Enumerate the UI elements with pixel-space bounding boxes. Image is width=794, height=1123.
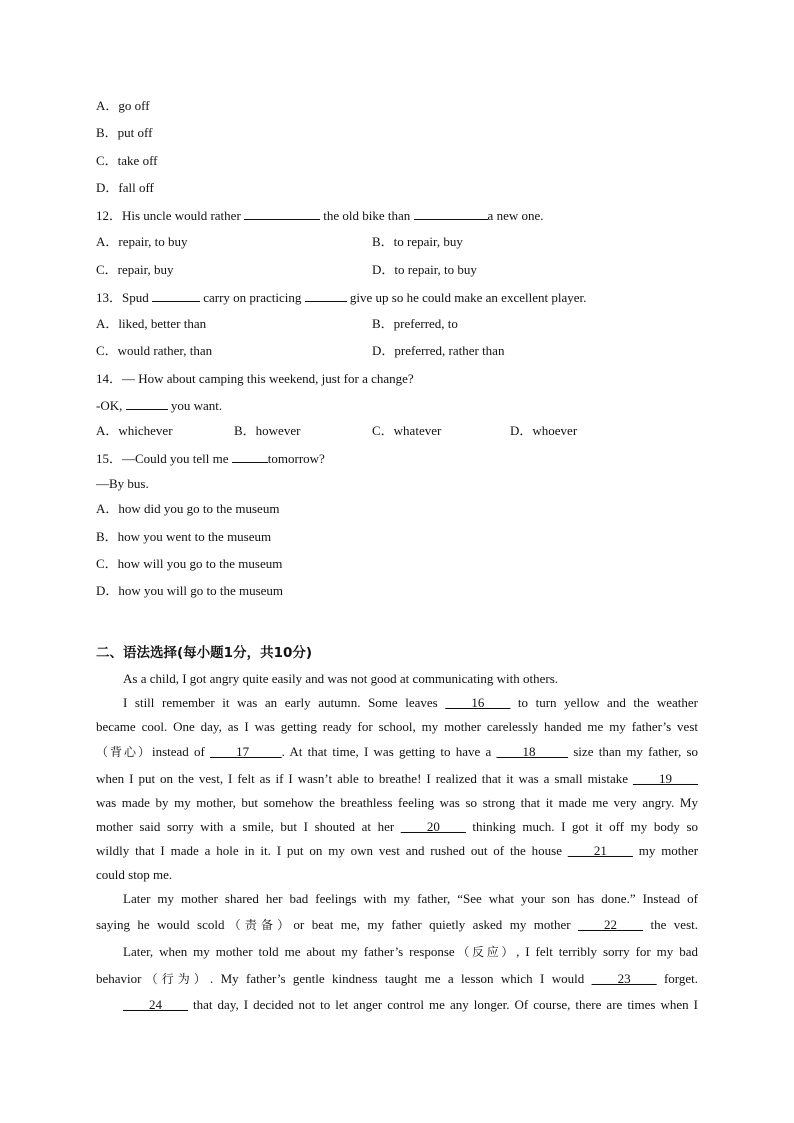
passage-line: became cool. One day, as I was getting ready for school, my mother carelessly handed me my father’s vest [96, 719, 698, 734]
q13-end: give up so he could make an excellent player. [349, 290, 587, 305]
q15-stem-start: 15．—Could you tell me [96, 451, 229, 466]
passage-line [96, 971, 698, 987]
blank-20: ____20____ [400, 819, 466, 834]
passage-text: or beat me, my father quietly asked my mother [293, 917, 571, 932]
q13-stem [96, 289, 586, 306]
passage-text: when I put on the vest, I felt as if I wasn’t able to breathe! I realized that it was a small mistake [96, 771, 629, 786]
q15-option-a: A．how did you go to the museum [96, 501, 280, 516]
passage-line [96, 695, 698, 711]
answer-blank [414, 207, 488, 220]
answer-blank [305, 289, 347, 302]
q11-option-a: A．go off [96, 98, 150, 113]
passage-line [96, 744, 698, 760]
passage-text: . My father’s gentle kindness taught me a lesson which I would [210, 971, 585, 986]
passage-text: （责备） [224, 918, 294, 932]
q12-stem [96, 207, 544, 224]
q14-reply-start: -OK, [96, 398, 123, 413]
q15-option-c: C．how will you go to the museum [96, 556, 283, 571]
passage-text: wildly that I made a hole in it. I put on my own vest and rushed out of the house [96, 843, 563, 858]
q12-option-c: C．repair, buy [96, 262, 174, 277]
q14-option-b: B．however [234, 423, 301, 438]
passage-text: that day, I decided not to let anger control me any longer. Of course, there are times when I [193, 997, 699, 1012]
passage-text: mother said sorry with a smile, but I shouted at her [96, 819, 395, 834]
passage-text: forget. [663, 971, 698, 986]
q15-option-b: B．how you went to the museum [96, 529, 272, 544]
answer-blank [232, 450, 268, 463]
blank-16: ____16____ [445, 695, 511, 710]
passage-text: my mother [638, 843, 699, 858]
q15-stem-end: tomorrow? [267, 451, 325, 466]
passage-text: saying he would scold [96, 917, 225, 932]
passage-text: behavior [96, 971, 142, 986]
q11-option-c: C．take off [96, 153, 158, 168]
passage-text: Later, when my mother told me about my father’s response [123, 944, 455, 959]
blank-22: ____22____ [578, 917, 644, 932]
q12-option-b: B．to repair, buy [372, 234, 463, 249]
passage-text: , I felt terribly sorry for my bad [516, 944, 698, 959]
q13-mid: carry on practicing [203, 290, 302, 305]
passage-line: As a child, I got angry quite easily and was not good at communicating with others. [123, 671, 559, 686]
passage-line [96, 819, 698, 835]
q11-option-b: B．put off [96, 125, 153, 140]
blank-24: ____24____ [123, 997, 188, 1012]
passage-text: （行为） [141, 972, 211, 986]
passage-line: was made by my mother, but somehow the breathless feeling was so strong that it made me very angry. My [96, 795, 698, 810]
q13-option-a: A．liked, better than [96, 316, 207, 331]
q14-reply [96, 397, 222, 414]
passage-text: （背心） [96, 745, 152, 759]
blank-21: ____21____ [567, 843, 633, 858]
passage-line [96, 997, 698, 1013]
passage-text: size than my father, so [573, 744, 699, 759]
passage-line: Later my mother shared her bad feelings with my father, “See what your son has done.” Instead of [123, 891, 698, 906]
q15-reply: —By bus. [96, 476, 149, 491]
q14-reply-end: you want. [170, 398, 223, 413]
q14-option-c: C．whatever [372, 423, 442, 438]
blank-17: ____17_____ [210, 744, 282, 759]
passage-text: I still remember it was an early autumn. Some leaves [123, 695, 438, 710]
q13-option-b: B．preferred, to [372, 316, 458, 331]
passage-text: instead of [151, 744, 205, 759]
q14-stem: 14．— How about camping this weekend, just for a change? [96, 371, 414, 386]
section-title: 二、语法选择(每小题1分，共10分) [96, 645, 313, 661]
blank-19: ____19____ [633, 771, 698, 786]
blank-18: ____18_____ [496, 744, 568, 759]
passage-text: thinking much. I got it off my body so [472, 819, 698, 834]
q12-start: 12．His uncle would rather [96, 208, 241, 223]
q13-option-c: C．would rather, than [96, 343, 213, 358]
passage-line [96, 771, 698, 787]
q15-stem [96, 450, 325, 467]
q13-option-d: D．preferred, rather than [372, 343, 505, 358]
passage-text: to turn yellow and the weather [517, 695, 698, 710]
answer-blank [126, 397, 168, 410]
q14-option-a: A．whichever [96, 423, 173, 438]
passage-line [96, 944, 698, 960]
passage-text: the vest. [650, 917, 698, 932]
blank-23: ____23____ [591, 971, 657, 986]
q15-option-d: D．how you will go to the museum [96, 583, 284, 598]
passage-text: . At that time, I was getting to have a [281, 744, 492, 759]
q12-option-a: A．repair, to buy [96, 234, 188, 249]
q11-option-d: D．fall off [96, 180, 154, 195]
q13-start: 13．Spud [96, 290, 149, 305]
q12-mid: the old bike than [323, 208, 411, 223]
passage-line: could stop me. [96, 867, 173, 882]
q12-end: a new one. [487, 208, 544, 223]
passage-text: （反应） [454, 945, 517, 959]
answer-blank [244, 207, 320, 220]
passage-line [96, 917, 698, 933]
q12-option-d: D．to repair, to buy [372, 262, 477, 277]
answer-blank [152, 289, 200, 302]
passage-line [96, 843, 698, 859]
q14-option-d: D．whoever [510, 423, 578, 438]
